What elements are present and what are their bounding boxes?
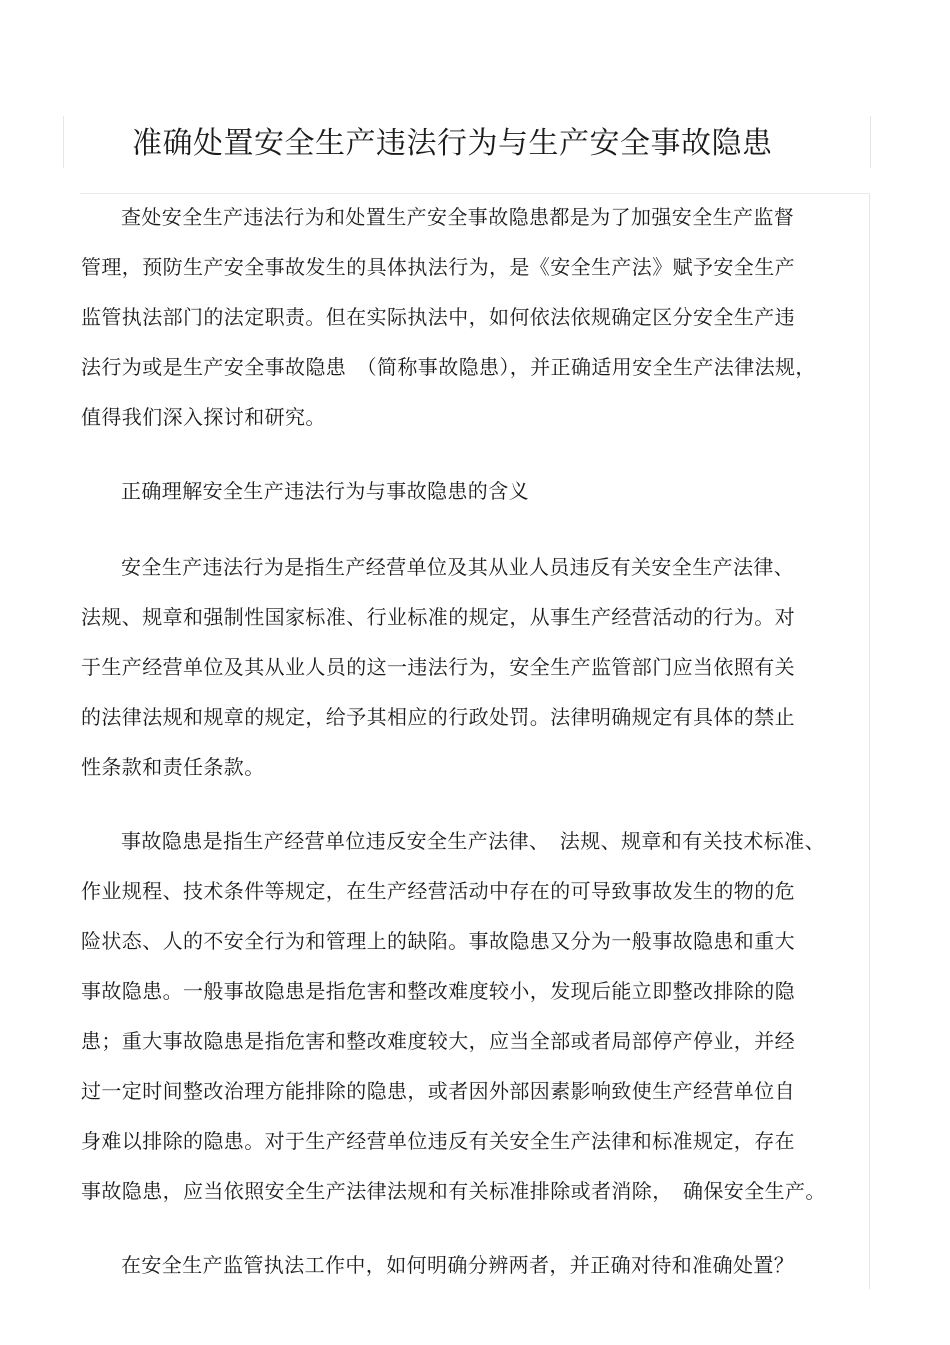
paragraph-1-line-5: 值得我们深入探讨和研究。 [81,405,326,429]
paragraph-2-line-5: 性条款和责任条款。 [81,755,265,779]
paragraph-4-line-1: 在安全生产监管执法工作中，如何明确分辨两者，并正确对待和准确处置？ [121,1253,795,1277]
paragraph-2-line-4: 的法律法规和规章的规定，给予其相应的行政处罚。法律明确规定有具体的禁止 [81,705,795,729]
paragraph-2-line-2: 法规、规章和强制性国家标准、行业标准的规定，从事生产经营活动的行为。对 [81,605,795,629]
paragraph-1-line-1: 查处安全生产违法行为和处置生产安全事故隐患都是为了加强安全生产监督 [121,205,795,229]
paragraph-3-line-6: 过一定时间整改治理方能排除的隐患，或者因外部因素影响致使生产经营单位自 [81,1079,795,1103]
paragraph-3-line-1: 事故隐患是指生产经营单位违反安全生产法律、 法规、规章和有关技术标准、 [121,829,825,853]
paragraph-1-line-2: 管理，预防生产安全事故发生的具体执法行为，是《安全生产法》赋予安全生产 [81,255,795,279]
paragraph-1-line-3: 监管执法部门的法定职责。但在实际执法中，如何依法依规确定区分安全生产违 [81,305,795,329]
paragraph-2-line-3: 于生产经营单位及其从业人员的这一违法行为，安全生产监管部门应当依照有关 [81,655,795,679]
paragraph-2-line-1: 安全生产违法行为是指生产经营单位及其从业人员违反有关安全生产法律、 [121,555,795,579]
paragraph-3-line-2: 作业规程、技术条件等规定，在生产经营活动中存在的可导致事故发生的物的危 [81,879,795,903]
section-heading: 正确理解安全生产违法行为与事故隐患的含义 [121,479,529,503]
paragraph-3-line-8: 事故隐患，应当依照安全生产法律法规和有关标准排除或者消除， 确保安全生产。 [81,1179,826,1203]
paragraph-3-line-5: 患；重大事故隐患是指危害和整改难度较大，应当全部或者局部停产停业，并经 [81,1029,795,1053]
paragraph-3-line-7: 身难以排除的隐患。对于生产经营单位违反有关安全生产法律和标准规定，存在 [81,1129,795,1153]
paragraph-3-line-3: 险状态、人的不安全行为和管理上的缺陷。事故隐患又分为一般事故隐患和重大 [81,929,795,953]
document-title: 准确处置安全生产违法行为与生产安全事故隐患 [132,126,773,161]
paragraph-3-line-4: 事故隐患。一般事故隐患是指危害和整改难度较小，发现后能立即整改排除的隐 [81,979,795,1003]
paragraph-1-line-4: 法行为或是生产安全事故隐患 （简称事故隐患），并正确适用安全生产法律法规， [81,355,816,379]
